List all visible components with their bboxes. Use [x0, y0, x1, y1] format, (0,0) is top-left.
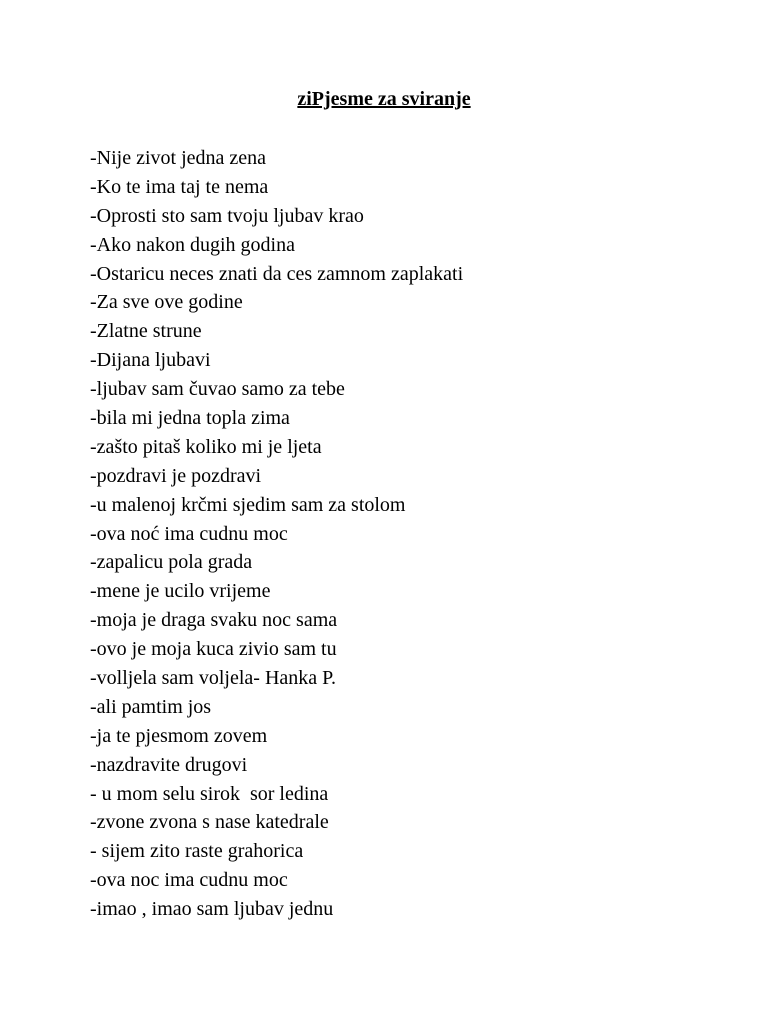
list-item: -Za sve ove godine: [90, 291, 243, 314]
list-item: -nazdravite drugovi: [90, 753, 248, 776]
list-item: -ali pamtim jos: [90, 695, 212, 718]
list-item: -ova noc ima cudnu moc: [90, 869, 288, 892]
list-item: -ovo je moja kuca zivio sam tu: [90, 638, 337, 661]
list-item: -Nije zivot jedna zena: [90, 147, 267, 169]
list-item: -ja te pjesmom zovem: [90, 724, 268, 747]
list-item: -Ostaricu neces znati da ces zamnom zaplakati: [90, 262, 464, 285]
list-item: -Zlatne strune: [90, 320, 202, 343]
list-item: -Oprosti sto sam tvoju ljubav krao: [90, 204, 364, 227]
list-item: -zašto pitaš koliko mi je ljeta: [90, 435, 322, 458]
list-item: -ova noć ima cudnu moc: [90, 522, 288, 545]
list-item: -Ako nakon dugih godina: [90, 233, 295, 256]
song-list: [90, 144, 463, 924]
list-item: -Ko te ima taj te nema: [90, 175, 269, 198]
list-item: -zvone zvona s nase katedrale: [90, 811, 329, 834]
list-item: -moja je draga svaku noc sama: [90, 609, 338, 632]
list-item: -pozdravi je pozdravi: [90, 464, 262, 487]
list-item: -zapalicu pola grada: [90, 551, 253, 574]
list-item: -bila mi jedna topla zima: [90, 407, 290, 430]
list-item: - sijem zito raste grahorica: [90, 840, 304, 863]
list-item: - u mom selu sirok sor ledina: [90, 782, 329, 805]
list-item: -mene je ucilo vrijeme: [90, 580, 271, 603]
list-item: -Dijana ljubavi: [90, 349, 211, 372]
list-item: -ljubav sam čuvao samo za tebe: [90, 378, 345, 401]
list-item: -imao , imao sam ljubav jednu: [90, 898, 334, 921]
list-item: -volljela sam voljela- Hanka P.: [90, 667, 337, 690]
list-item: -u malenoj krčmi sjedim sam za stolom: [90, 493, 406, 516]
page-title: ziPjesme za sviranje: [297, 88, 471, 110]
